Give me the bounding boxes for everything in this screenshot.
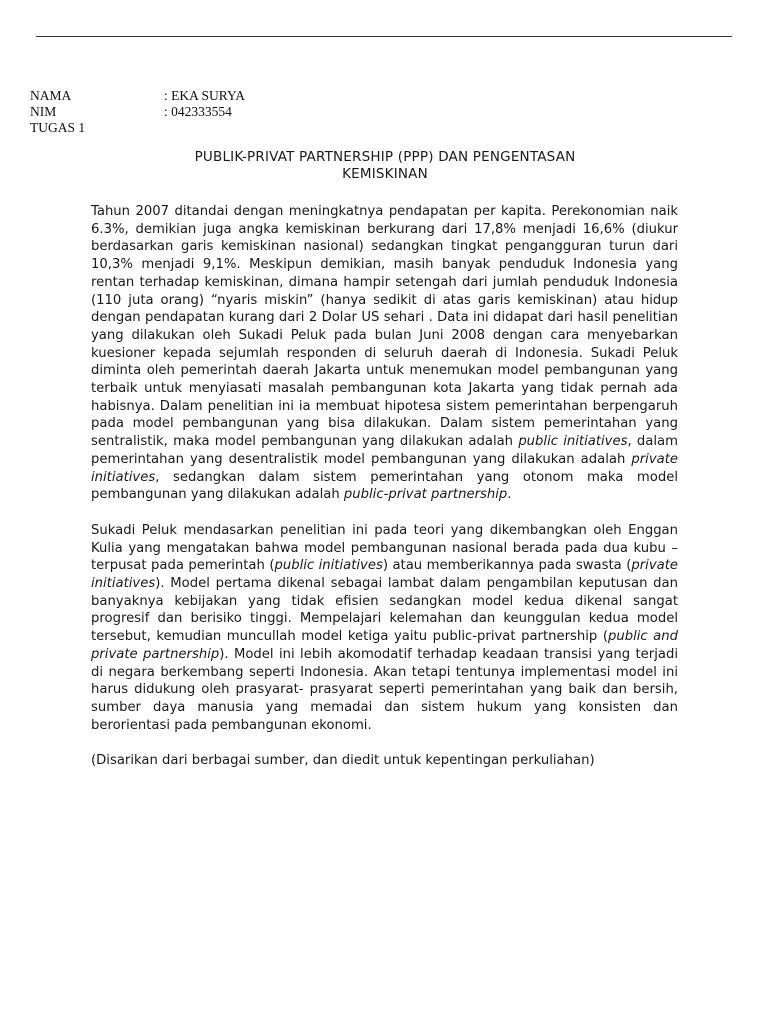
p1-italic-ppp: public-privat partnership	[343, 487, 508, 503]
p1-text-2: , dalam pemerintahan yang desentralistik model pembangunan yang dilakukan adalah	[91, 434, 678, 467]
source-note: (Disarikan dari berbagai sumber, dan diedit untuk kepentingan perkuliahan)	[91, 753, 595, 769]
p1-italic-public-initiatives: public initiatives	[518, 434, 628, 450]
name-label: NAMA	[30, 88, 72, 103]
p1-italic-private-initiatives: private initiatives	[91, 451, 678, 485]
p2-italic-private-initiatives: private initiatives	[91, 558, 678, 592]
nim-row	[30, 104, 245, 120]
p1-text-3: , sedangkan dalam sistem pemerintahan yang otonom maka model pembangunan yang dilakukan adalah	[91, 469, 678, 503]
p2-text-1: Sukadi Peluk mendasarkan penelitian ini pada teori yang dikembangkan oleh Enggan Kulia yang mengatakan bahwa model pembangunan nasional berada pada dua kubu – terpusat pada pemerintah (	[91, 522, 678, 574]
p1-text-4: .	[507, 487, 512, 503]
task-label: TUGAS 1	[30, 120, 86, 135]
task-row	[30, 120, 245, 136]
paragraph-1	[91, 203, 678, 504]
p2-text-4: ). Model ini lebih akomodatif terhadap keadaan transisi yang terjadi di negara berkembang seperti Indonesia. Akan tetapi tentunya implementasi model ini harus didukung oleh prasyarat- prasyarat seperti pemerintahan yang baik dan bersih, sumber daya manusia yang memadai dan sistem hukum yang konsisten dan berorientasi pada pembangunan ekonomi.	[91, 646, 678, 733]
article-body	[91, 203, 678, 788]
paragraph-2	[91, 522, 678, 734]
nim-value: : 042333554	[164, 104, 232, 119]
p2-text-2: ) atau memberikannya pada swasta (	[382, 558, 632, 574]
p2-italic-public-initiatives: public initiatives	[274, 558, 383, 574]
nim-label: NIM	[30, 104, 57, 119]
p1-text-1: Tahun 2007 ditandai dengan meningkatnya pendapatan per kapita. Perekonomian naik 6.3%, demikian juga angka kemiskinan berkurang dari 17,8% menjadi 16,6% (diukur berdasarkan garis kemiskinan nasional) sedangkan tingkat pengangguran turun dari 10,3% menjadi 9,1%. Meskipun demikian, masih banyak penduduk Indonesia yang rentan terhadap kemiskinan, dimana hampir setengah dari jumlah penduduk Indonesia (110 juta orang) “nyaris miskin” (hanya sedikit di atas garis kemiskinan) atau hidup dengan pendapatan kurang dari 2 Dolar US sehari . Data ini didapat dari hasil penelitian yang dilakukan oleh Sukadi Peluk pada bulan Juni 2008 dengan cara menyebarkan kuesioner kepada sejumlah responden di seluruh daerah di Indonesia. Sukadi Peluk diminta oleh pemerintah daerah Jakarta untuk menemukan model pembangunan yang terbaik untuk menyiasati masalah pembangunan kota Jakarta yang tidak pernah ada habisnya. Dalam penelitian ini ia membuat hipotesa sistem pemerintahan berpengaruh pada model pembangunan yang bisa dilakukan. Dalam sistem pemerintahan yang sentralistik, maka model pembangunan yang dilakukan adalah	[91, 204, 678, 450]
title-line-2: KEMISKINAN	[342, 166, 428, 182]
name-row	[30, 88, 245, 104]
p2-italic-ppp: public and private partnership	[91, 629, 678, 662]
document-title	[100, 149, 670, 183]
title-line-1: PUBLIK-PRIVAT PARTNERSHIP (PPP) DAN PENGENTASAN	[194, 149, 576, 165]
student-info	[30, 88, 245, 136]
name-value: : EKA SURYA	[164, 88, 246, 103]
p2-text-3: ). Model pertama dikenal sebagai lambat dalam pengambilan keputusan dan banyaknya kebijakan yang tidak efisien sedangkan model kedua dikenal sangat progresif dan berisiko tinggi. Mempelajari kelemahan dan keunggulan kedua model tersebut, kemudian muncullah model ketiga yaitu public-privat partnership (	[91, 576, 678, 645]
top-divider	[36, 36, 732, 37]
